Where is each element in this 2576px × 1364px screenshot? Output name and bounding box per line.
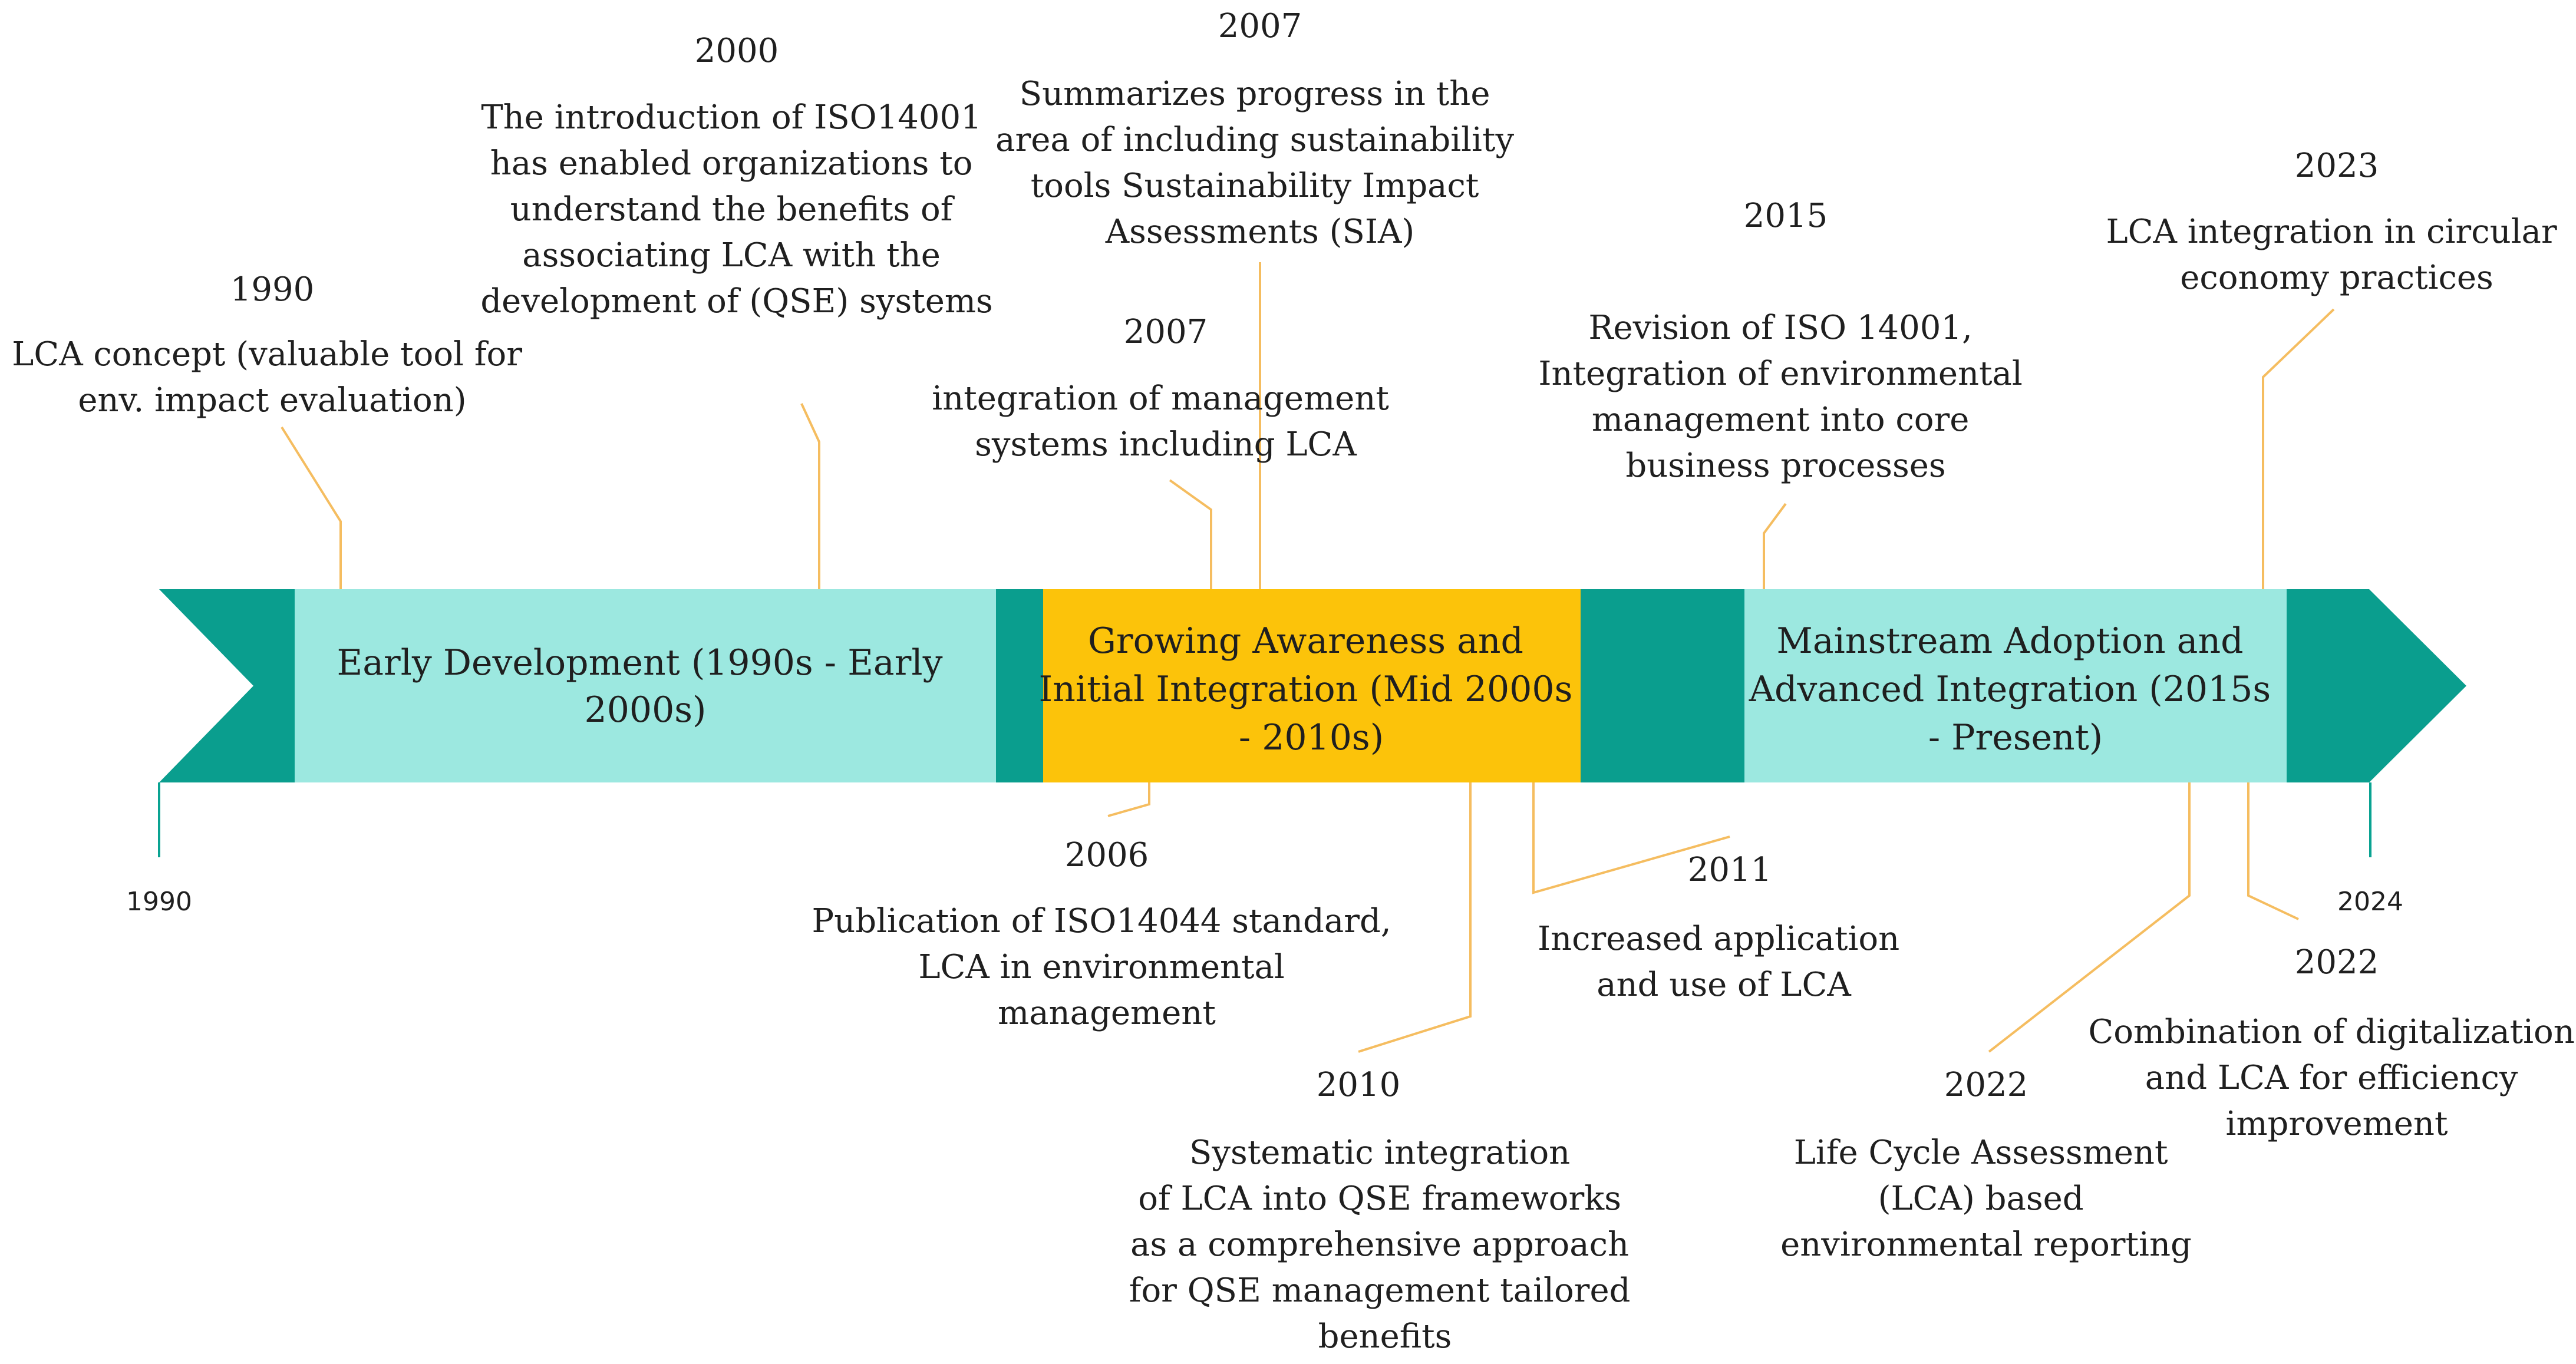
event-2015-year: 2015 bbox=[1743, 197, 1828, 235]
event-2006-year: 2006 bbox=[1064, 836, 1149, 874]
event-2022-digitalization-description: Combination of digitalization and LCA for efficiency improvement bbox=[2088, 1013, 2575, 1143]
leader-1990 bbox=[282, 427, 341, 589]
event-1990-year: 1990 bbox=[230, 270, 315, 309]
leader-2000 bbox=[802, 404, 819, 589]
leader-2022b bbox=[2248, 782, 2298, 919]
phase-label-early: Early Development (1990s - Early 2000s) bbox=[337, 642, 943, 731]
leader-2007b bbox=[1170, 480, 1211, 589]
phase-band-early bbox=[295, 589, 996, 782]
event-2022-reporting-description: Life Cycle Assessment (LCA) based environmental reporting bbox=[1780, 1134, 2192, 1264]
event-2023-year: 2023 bbox=[2294, 147, 2379, 185]
event-1990-description: LCA concept (valuable tool for env. impact evaluation) bbox=[12, 335, 523, 420]
leader-2006 bbox=[1108, 782, 1149, 816]
leader-2022a bbox=[1989, 782, 2189, 1052]
event-2007-sia-description: Summarizes progress in the area of including sustainability tools Sustainability Impact Assessments (SIA) bbox=[995, 75, 1515, 251]
phase-label-growing: Growing Awareness and Initial Integration (Mid 2000s - 2010s) bbox=[1038, 620, 1573, 758]
axis-label-start: 1990 bbox=[126, 887, 192, 917]
event-2007-management-year: 2007 bbox=[1123, 313, 1208, 351]
event-2007-sia-year: 2007 bbox=[1218, 7, 1302, 45]
event-2010-year: 2010 bbox=[1316, 1066, 1401, 1104]
leader-2023 bbox=[2263, 309, 2334, 589]
event-2000-description: The introduction of ISO14001 has enabled organizations to understand the benefits of associating LCA with the development of (QSE) systems bbox=[480, 98, 993, 321]
axis-label-end: 2024 bbox=[2337, 887, 2403, 917]
event-2011-description: Increased application and use of LCA bbox=[1537, 920, 1900, 1004]
event-2015-description: Revision of ISO 14001, Integration of environmental management into core business processes bbox=[1538, 309, 2023, 485]
event-2010-description: Systematic integration of LCA into QSE frameworks as a comprehensive approach for QSE management tailored benefits bbox=[1129, 1134, 1631, 1356]
event-2022-digitalization-year: 2022 bbox=[2294, 943, 2379, 982]
event-2022-reporting-year: 2022 bbox=[1944, 1066, 2029, 1104]
event-2006-description: Publication of ISO14044 standard, LCA in environmental management bbox=[812, 902, 1391, 1032]
phase-label-mainstream: Mainstream Adoption and Advanced Integration (2015s - Present) bbox=[1749, 620, 2271, 758]
event-2023-description: LCA integration in circular economy practices bbox=[2106, 213, 2557, 297]
event-2000-year: 2000 bbox=[694, 32, 779, 70]
event-2011-year: 2011 bbox=[1687, 851, 1772, 889]
leader-2015 bbox=[1764, 504, 1786, 589]
event-2007-management-description: integration of management systems including LCA bbox=[932, 379, 1389, 464]
